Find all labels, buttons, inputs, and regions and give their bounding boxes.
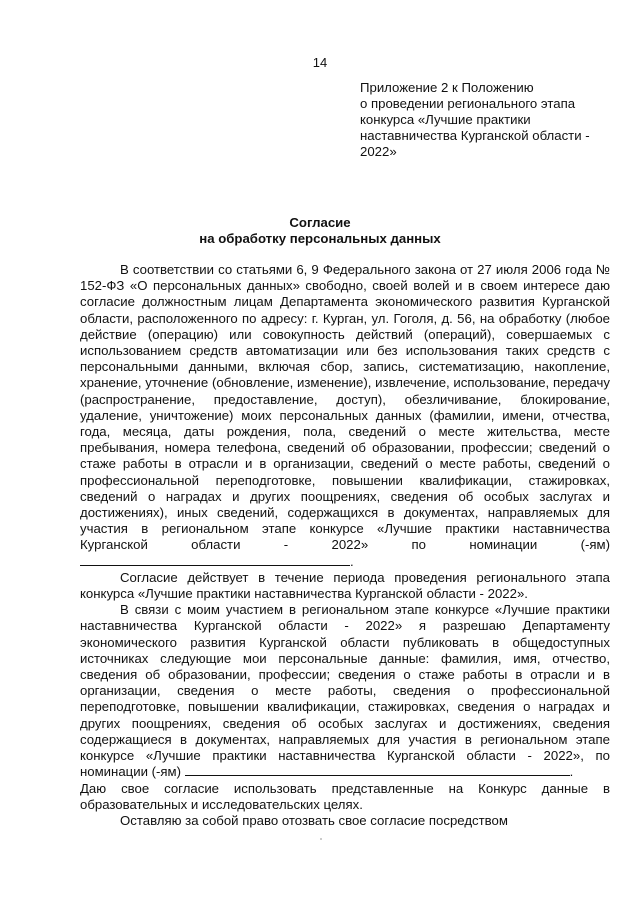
scan-artifact-dot [320,838,322,840]
paragraph-usage: Даю свое согласие использовать представленные на Конкурс данные в образовательных и исследовательских целях. [80,780,610,812]
paragraph-validity: Согласие действует в течение периода проведения регионального этапа конкурса «Лучшие практики наставничества Курганской области - 2022». [80,569,610,602]
title-line-2: на обработку персональных данных [199,231,441,246]
appendix-line: Приложение 2 к Положению [360,80,534,95]
paragraph-consent-text: В соответствии со статьями 6, 9 Федерального закона от 27 июля 2006 года № 152-ФЗ «О персональных данных» свободно, своей волей и в своем интересе даю согласие должностным лицам Департамента экономического развития Курганской области, расположенного по адресу: г. Курган, ул. Гоголя, д. 56, на обработку (любое действие (операцию) или совокупность действий (операций), совершаемых с использованием средств автоматизации или без использования таких средств с персональными данными, включая сбор, запись, систематизацию, накопление, хранение, уточнение (обновление, изменение), извлечение, использование, передачу (распространение, предоставление, доступ), обезличивание, блокирование, удаление, уничтожение) моих персональных данных (фамилии, имени, отчества, года, месяца, даты рождения, пола, сведений о месте жительства, месте пребывания, номера телефона, сведений об образовании, профессии; сведений о стаже работы в отрасли и в организации, сведений о месте работы, сведений о профессиональной переподготовке, повышении квалификации, стажировках, сведений о наградах и других поощрениях, сведения об особых заслугах и достижениях), иных сведений, содержащихся в документах, направляемых для участия в региональном этапе конкурсе «Лучшие практики наставничества Курганской области - 2022» по номинации (-ям) [80,262,610,553]
appendix-line: о проведении регионального этапа [360,96,576,111]
paragraph-publication-text: В связи с моим участием в региональном этапе конкурсе «Лучшие практики наставничества Курганской области - 2022» я разрешаю Департаменту экономического развития Курганской области публиковать в общедоступных источниках следующие мои персональные данные: фамилия, имя, отчество, сведения об образовании, профессии; сведения о стаже работы в отрасли и в организации, сведения о месте работы, сведения о профессиональной переподготовке, повышении квалификации, стажировках, сведения о наградах и других поощрениях, сведения об особых заслугах и достижениях, сведения содержащиеся в документах, направляемых для участия в региональном этапе конкурсе «Лучшие практики наставничества Курганской области - 2022», по номинации (-ям) [80,602,610,780]
title-line-1: Согласие [289,215,351,230]
document-body [80,262,610,829]
paragraph-end-2: . [569,764,574,780]
document-title [0,215,640,247]
paragraph-end: . [350,553,354,569]
paragraph-publication [80,602,610,780]
appendix-line: наставничества Курганской области - [360,128,590,143]
appendix-line: конкурса «Лучшие практики [360,112,531,127]
nomination-blank-line [80,554,350,566]
appendix-header [360,80,620,160]
page-number: 14 [312,55,328,70]
paragraph-consent [80,262,610,570]
nomination-blank-line-2 [185,764,570,776]
appendix-line: 2022» [360,144,397,159]
paragraph-withdrawal: Оставляю за собой право отозвать свое согласие посредством [120,812,508,828]
